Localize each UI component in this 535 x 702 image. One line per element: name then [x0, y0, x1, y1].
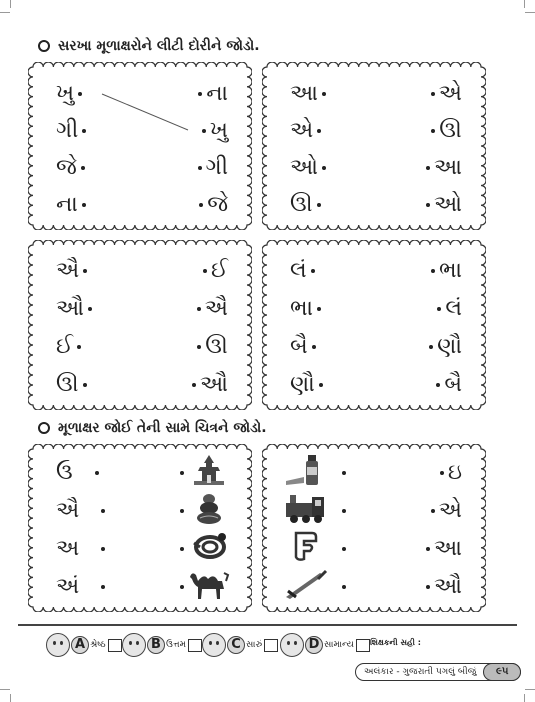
- grade-letter: A: [71, 636, 89, 654]
- right-letter[interactable]: ઊ: [427, 114, 462, 148]
- left-letter[interactable]: ખુ: [56, 77, 86, 111]
- grade-d-checkbox[interactable]: [356, 639, 370, 652]
- right-letter[interactable]: ઊ: [193, 330, 228, 364]
- sword-picture[interactable]: [282, 567, 328, 601]
- right-letter[interactable]: જે: [195, 188, 228, 222]
- left-letter[interactable]: ઈ: [56, 330, 85, 364]
- left-letter[interactable]: જે: [56, 151, 89, 185]
- exercise-2-heading: [38, 420, 267, 436]
- left-letter[interactable]: લં: [290, 254, 319, 288]
- snake-picture[interactable]: [186, 529, 232, 563]
- left-letter[interactable]: ઐ: [56, 254, 91, 288]
- right-letter[interactable]: ઔ: [422, 570, 462, 604]
- grade-letter: D: [305, 636, 323, 654]
- picture-match-panel-1: [28, 444, 252, 612]
- page-number: ૯૫: [483, 663, 521, 681]
- right-letter[interactable]: ઈ: [199, 254, 228, 288]
- grade-a-checkbox[interactable]: [108, 639, 122, 652]
- right-letter[interactable]: આ: [422, 151, 462, 185]
- left-letter[interactable]: ભા: [290, 292, 325, 326]
- exercise-2-instruction: મૂળાક્ષર જોઈ તેની સામે ચિત્રને જોડો.: [58, 420, 267, 436]
- grade-b: [122, 633, 202, 657]
- grade-letter: C: [227, 636, 245, 654]
- left-letter[interactable]: અં: [56, 570, 109, 604]
- footer-book-title: [355, 663, 521, 681]
- left-letter[interactable]: બૈ: [290, 330, 320, 364]
- left-letter[interactable]: ણૌ: [290, 368, 327, 402]
- crop-mark: [525, 689, 535, 690]
- grade-label: સામાન્ય: [324, 640, 354, 650]
- grade-a: [46, 633, 122, 657]
- crop-mark: [524, 694, 525, 702]
- right-letter[interactable]: આ: [422, 532, 462, 566]
- smiley-face-icon: [202, 633, 226, 657]
- left-letter[interactable]: અ: [56, 532, 109, 566]
- grade-c-checkbox[interactable]: [264, 639, 278, 652]
- smiley-face-icon: [46, 633, 70, 657]
- train-picture[interactable]: [282, 491, 328, 525]
- right-letter[interactable]: ઐ: [193, 292, 228, 326]
- camel-picture[interactable]: [186, 567, 232, 601]
- left-letter[interactable]: ઐ: [56, 494, 109, 528]
- match-panel-3: [28, 240, 252, 410]
- left-letter[interactable]: ઔ: [56, 292, 96, 326]
- left-letter[interactable]: ઓ: [290, 151, 330, 185]
- crop-mark: [10, 694, 11, 702]
- left-letter[interactable]: ગી: [56, 114, 90, 148]
- circle-bullet-icon: [38, 422, 50, 434]
- smiley-face-icon: [280, 633, 304, 657]
- book-title: અલંકાર - ગુજરાતી પગલું બીજું: [364, 667, 477, 677]
- right-letter[interactable]: ઇ: [436, 456, 462, 490]
- left-letter[interactable]: ના: [56, 188, 90, 222]
- stacked-pots-picture[interactable]: [186, 491, 232, 525]
- right-letter[interactable]: ભા: [427, 254, 462, 288]
- bottle-picture[interactable]: [282, 453, 328, 487]
- left-letter[interactable]: આ: [290, 77, 330, 111]
- left-letter[interactable]: ઉ: [56, 456, 103, 490]
- exercise-1-heading: [38, 38, 260, 54]
- grade-label: સારું: [246, 640, 263, 650]
- match-panel-4: [262, 240, 486, 410]
- right-letter[interactable]: એ: [427, 494, 462, 528]
- right-letter[interactable]: ના: [194, 77, 228, 111]
- exercise-1-instruction: સરખા મૂળાક્ષરોને લીટી દોરીને જોડો.: [58, 38, 260, 54]
- footer-divider: [18, 624, 517, 626]
- match-panel-1: [28, 62, 252, 230]
- picture-match-panel-2: [262, 444, 486, 612]
- left-letter[interactable]: ઊ: [290, 188, 325, 222]
- grade-d: [280, 633, 370, 657]
- match-panel-2: [262, 62, 486, 230]
- grade-letter: B: [147, 636, 165, 654]
- left-letter[interactable]: ઊ: [56, 368, 91, 402]
- right-letter[interactable]: ઔ: [188, 368, 228, 402]
- crop-mark: [0, 12, 10, 13]
- right-letter[interactable]: ઓ: [422, 188, 462, 222]
- right-letter[interactable]: એ: [427, 77, 462, 111]
- grade-label: શ્રેષ્ઠ: [90, 640, 106, 650]
- right-letter[interactable]: ગી: [194, 151, 228, 185]
- circle-bullet-icon: [38, 40, 50, 52]
- temple-picture[interactable]: [186, 453, 232, 487]
- crop-mark: [524, 0, 525, 8]
- teacher-signature-label: શિક્ષકની સહી :: [370, 638, 421, 647]
- crop-mark: [0, 689, 10, 690]
- grade-b-checkbox[interactable]: [188, 639, 202, 652]
- grade-label: ઉત્તમ: [166, 640, 187, 650]
- right-letter[interactable]: ખુ: [198, 114, 228, 148]
- left-letter[interactable]: એ: [290, 114, 325, 148]
- crop-mark: [525, 12, 535, 13]
- right-letter[interactable]: બૈ: [432, 368, 462, 402]
- hand-pointing-picture[interactable]: [282, 529, 328, 563]
- right-letter[interactable]: ણૌ: [425, 330, 462, 364]
- grade-c: [202, 633, 278, 657]
- smiley-face-icon: [122, 633, 146, 657]
- right-letter[interactable]: લં: [433, 292, 462, 326]
- crop-mark: [10, 0, 11, 8]
